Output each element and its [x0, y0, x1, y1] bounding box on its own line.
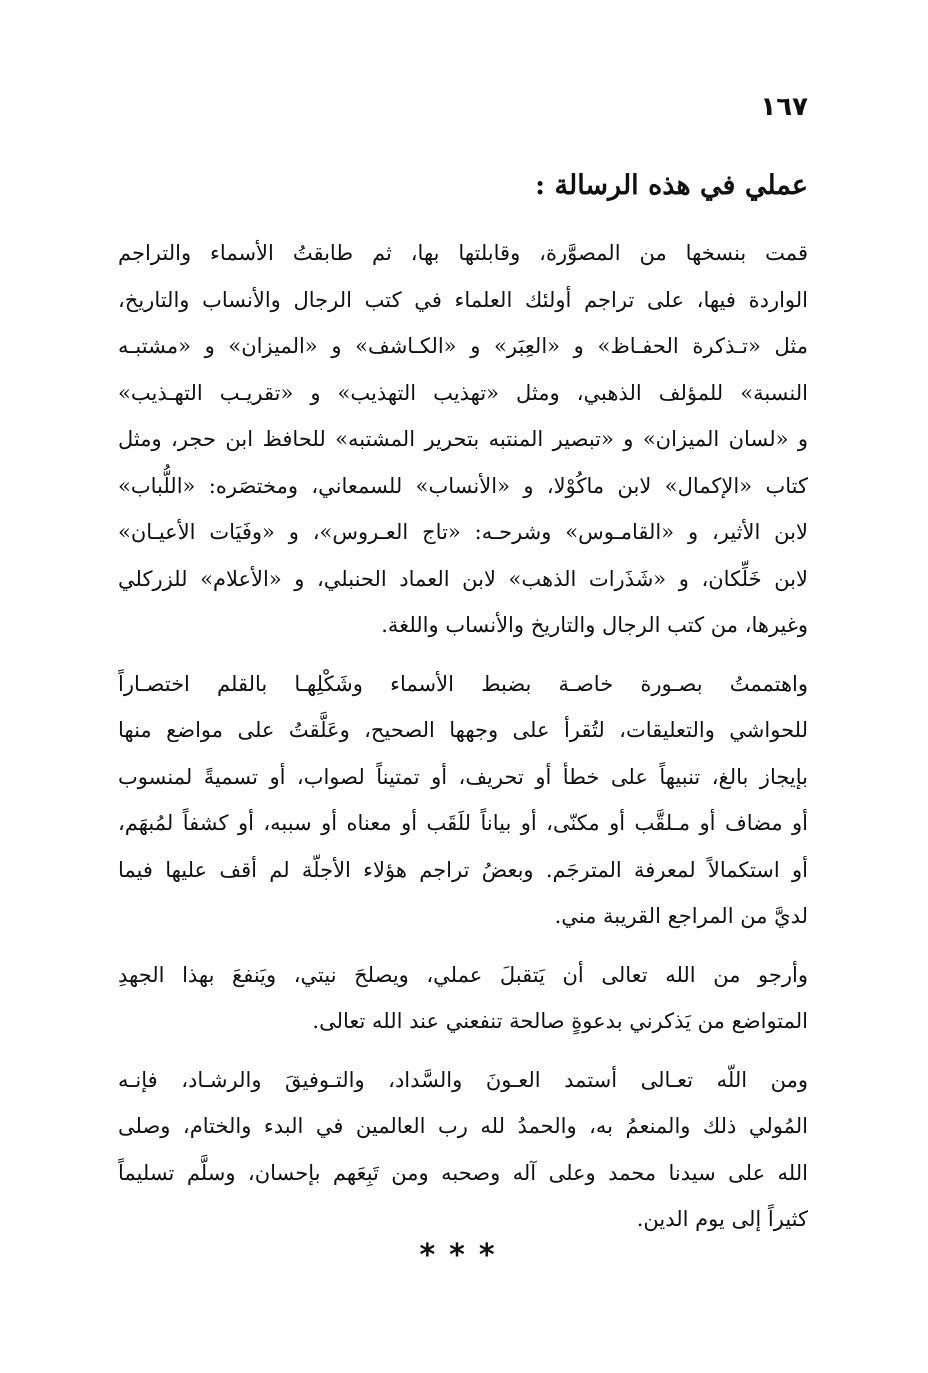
- text-line: أو مضاف أو مـلقَّب أو مكنّى، أو بياناً للَقَب أو معناه أو سببه، أو كشفاً لمُبهَم،: [118, 811, 808, 835]
- text-line: المتواضع من يَذكرني بدعوةٍ صالحة تنفعني عند الله تعالى.: [312, 1009, 808, 1033]
- text-line: وأرجو من الله تعالى أن يَتقبلَ عملي، ويصلحَ نيتي، ويَنفعَ بهذا الجهدِ: [118, 962, 808, 987]
- paragraph-1: [118, 230, 808, 649]
- page-content: [118, 160, 808, 1255]
- text-line: كثيراً إلى يوم الدين.: [636, 1207, 808, 1231]
- paragraph-4: [118, 1057, 808, 1243]
- text-line: النسبة» للمؤلف الذهبي، ومثل «تهذيب التهذيب» و «تقريـب التهـذيب»: [118, 380, 808, 405]
- paragraph-3: [118, 952, 808, 1045]
- section-separator: ***: [419, 1238, 509, 1273]
- text-line: بإيجاز بالغ، تنبيهاً على خطأ أو تحريف، أو تمتيناً لصواب، أو تسميةً لمنسوب: [118, 764, 808, 789]
- text-line: لديَّ من المراجع القريبة مني.: [554, 904, 808, 928]
- text-line: الله على سيدنا محمد وعلى آله وصحبه ومن تَبِعَهم بإحسان، وسلَّم تسليماً: [118, 1160, 808, 1185]
- text-line: الواردة فيها، على تراجم أولئك العلماء في كتب الرجال والأنساب والتاريخ،: [118, 287, 808, 312]
- text-line: قمت بنسخها من المصوَّرة، وقابلتها بها، ثم طابقتُ الأسماء والتراجم: [118, 241, 808, 265]
- text-line: وغيرها، من كتب الرجال والتاريخ والأنساب واللغة.: [381, 613, 808, 637]
- paragraph-2: [118, 661, 808, 940]
- text-line: كتاب «الإكمال» لابن ماكُوْلا، و «الأنساب» للسمعاني، ومختصَره: «اللُّباب»: [118, 473, 808, 498]
- page-number: ١٦٧: [760, 92, 808, 122]
- text-line: لابن خَلِّكان، و «شَذَرات الذهب» لابن العماد الحنبلي، و «الأعلام» للزركلي: [118, 566, 808, 591]
- text-line: أو استكمالاً لمعرفة المترجَم. وبعضُ تراجم هؤلاء الأجلّة لم أقف عليها فيما: [118, 857, 808, 882]
- text-line: للحواشي والتعليقات، لتُقرأ على وجهها الصحيح، وعَلَّقتُ على مواضع منها: [118, 718, 808, 742]
- text-line: واهتممتُ بصـورة خاصـة بضبط الأسماء وشَكْلِهـا بالقلم اختصـاراً: [118, 671, 808, 696]
- text-line: المُولي ذلك والمنعمُ به، والحمدُ لله رب العالمين في البدء والختام، وصلى: [118, 1114, 808, 1138]
- text-line: لابن الأثير، و «القامـوس» وشرحـه: «تاج العـروس»، و «وفَيَات الأعيـان»: [118, 520, 808, 544]
- text-line: و «لسان الميزان» و «تبصير المنتبه بتحرير المشتبه» للحافظ ابن حجر، ومثل: [118, 427, 808, 451]
- section-heading: عملي في هذه الرسالة :: [535, 170, 808, 201]
- text-line: ومن اللّه تعـالى أستمد العـونَ والسَّداد، والتـوفيقَ والرشـاد، فإنـه: [118, 1067, 808, 1092]
- text-line: مثل «تـذكرة الحفـاظ» و «العِبَر» و «الكـاشف» و «الميزان» و «مشتبـه: [118, 334, 808, 358]
